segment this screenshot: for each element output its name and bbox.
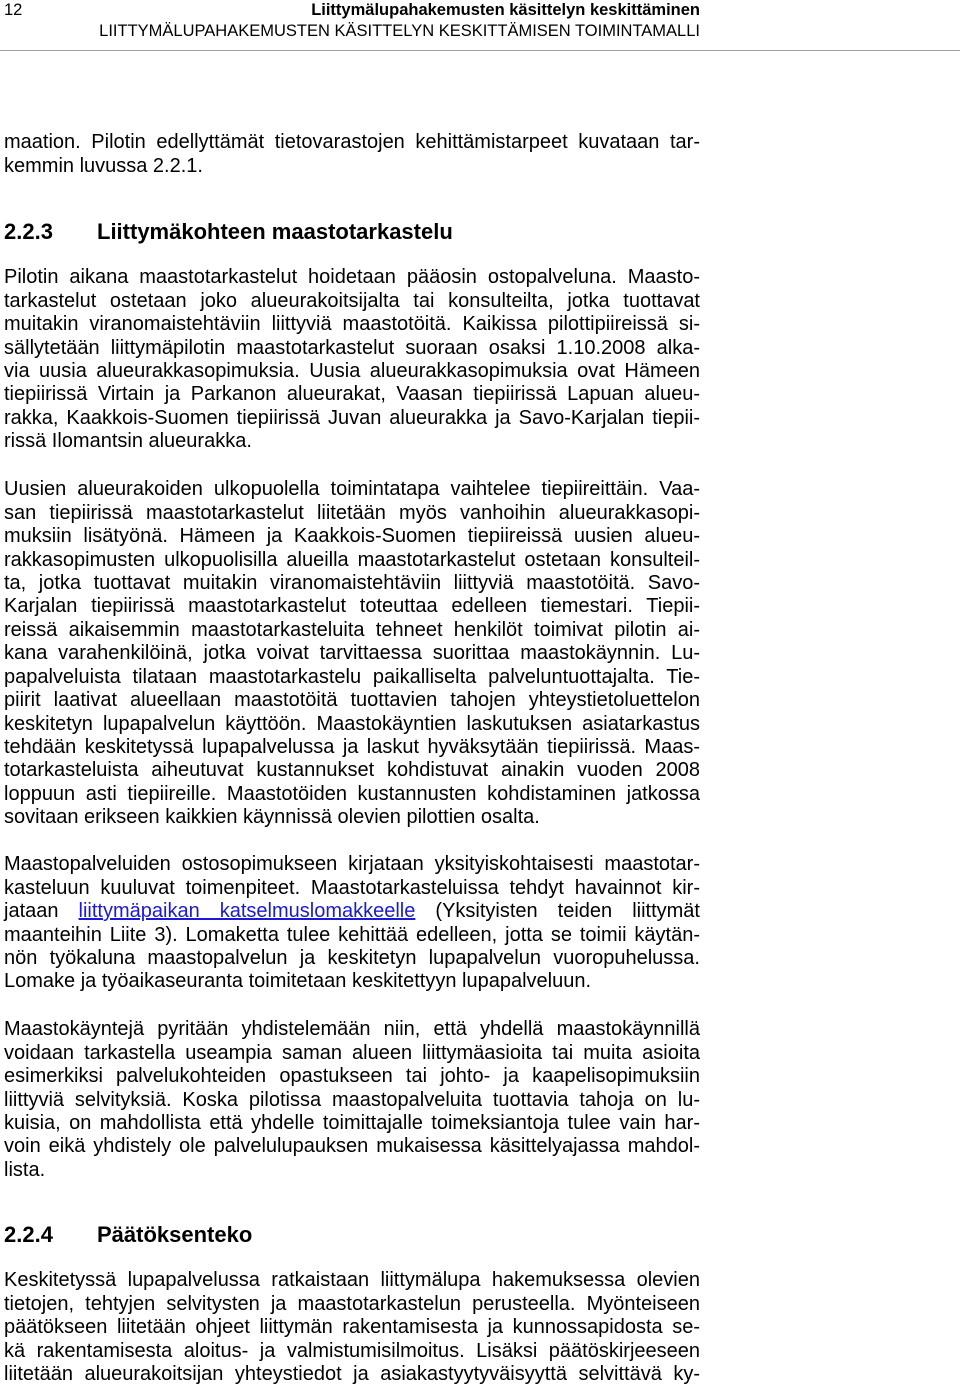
header-title: Liittymälupahakemusten käsittelyn keskittäminen (311, 1, 700, 19)
paragraph-line: päätökseen liitetään ohjeet liittymän rakentamisesta ja kunnossapidosta se- (4, 1316, 700, 1339)
paragraph-line: kuisia, on mahdollista että yhdelle toimittajalle toimeksiantoja tulee vain har- (4, 1111, 700, 1134)
paragraph-line: lista. (4, 1158, 46, 1181)
paragraph-line: Maastokäyntejä pyritään yhdistelemään niin, että yhdellä maastokäynnillä (4, 1018, 700, 1041)
inspection-form-link[interactable]: liittymäpaikan katselmuslomakkeelle (78, 900, 416, 923)
paragraph-intro (4, 131, 700, 178)
paragraph-line: liitetään alueurakoitsijan yhteystiedot ja asiakastyytyväisyyttä selvittävä ky- (4, 1362, 700, 1385)
section-number: 2.2.3 (4, 219, 53, 244)
paragraph-line: maation. Pilotin edellyttämät tietovarastojen kehittämistarpeet kuvataan tar- (4, 131, 700, 154)
paragraph-line: sällytetään liittymäpilotin maastotarkastelut suoraan osaksi 1.10.2008 alka- (4, 336, 700, 359)
paragraph-line: rakkasopimusten ulkopuolisilla alueilla maastotarkastelut ostetaan konsulteil- (4, 548, 700, 571)
paragraph-line: Keskitetyssä lupapalvelussa ratkaistaan liittymälupa hakemuksessa olevien (4, 1269, 700, 1292)
paragraph (4, 266, 700, 453)
paragraph-line: esimerkiksi palvelukohteiden opastukseen tai johto- ja kaapelisopimuksiin (4, 1065, 700, 1088)
paragraph-line: keskitetyn lupapalvelun käyttöön. Maastokäyntien laskutuksen asiatarkastus (4, 712, 700, 735)
paragraph-line: papalveluista tilataan maastotarkastelu paikalliselta palveluntuottajalta. Tie- (4, 665, 700, 688)
paragraph-line: nön työkaluna maastopalvelun ja keskitetyn lupapalvelun vuoropuhelussa. (4, 946, 700, 969)
paragraph-line: tarkastelut ostetaan joko alueurakoitsijalta tai konsulteilta, jotka tuottavat (4, 289, 700, 312)
header-subtitle: LIITTYMÄLUPAHAKEMUSTEN KÄSITTELYN KESKITTÄMISEN TOIMINTAMALLI (99, 22, 700, 40)
paragraph-line: Karjalan tiepiirissä maastotarkastelut toteuttaa edelleen tiemestari. Tiepii- (4, 595, 700, 618)
paragraph (4, 853, 700, 994)
paragraph-line: Lomake ja työaikaseuranta toimitetaan keskitettyyn lupapalveluun. (4, 970, 592, 993)
paragraph-line: Maastopalveluiden ostosopimukseen kirjataan yksityiskohtaisesti maastotar- (4, 853, 700, 876)
section-title: Päätöksenteko (97, 1222, 253, 1247)
paragraph-line: tiepiirissä Virtain ja Parkanon alueurakat, Vaasan tiepiirissä Lapuan alueu- (4, 383, 700, 406)
section-heading (4, 1222, 700, 1248)
header-rule (0, 50, 960, 51)
paragraph-line: liittyviä selvityksiä. Koska pilotissa maastopalveluita tuottavia tahoja on lu- (4, 1088, 700, 1111)
paragraph-line: loppuun asti tiepiireille. Maastotöiden kustannusten kohdistaminen jatkossa (4, 782, 700, 805)
paragraph-line: sovitaan erikseen kaikkien käynnissä olevien pilottien osalta. (4, 806, 540, 829)
page-number: 12 (4, 1, 23, 19)
paragraph-line (4, 900, 700, 923)
paragraph (4, 478, 700, 829)
paragraph-line: ta, jotka tuottavat muitakin viranomaistehtäviin liittyviä maastotöitä. Savo- (4, 571, 700, 594)
paragraph-line: kemmin luvussa 2.2.1. (4, 154, 203, 177)
paragraph-line: tietojen, tehtyjen selvitysten ja maastotarkastelun perusteella. Myönteiseen (4, 1292, 700, 1315)
text-segment: (Yksityisten teiden liittymät (415, 900, 700, 923)
paragraph-line: kana varahenkilöinä, jotka voivat tarvittaessa suorittaa maastokäynnin. Lu- (4, 642, 700, 665)
paragraph-line: san tiepiirissä maastotarkastelut liitetään myös vanhoihin alueurakkasopi- (4, 501, 700, 524)
paragraph-line: voidaan tarkastella useampia saman alueen liittymäasioita tai muita asioita (4, 1041, 700, 1064)
paragraph-line: kasteluun kuuluvat toimenpiteet. Maastotarkasteluissa tehdyt havainnot kir- (4, 876, 700, 899)
paragraph-line: reissä aikaisemmin maastotarkasteluita tehneet henkilöt toimivat pilotin ai- (4, 618, 700, 641)
paragraph (4, 1018, 700, 1182)
paragraph-line: totarkasteluista aiheutuvat kustannukset kohdistuvat ainakin vuoden 2008 (4, 759, 700, 782)
paragraph-line: voin eikä yhdistely ole palvelulupauksen mukaisessa käsittelyajassa mahdol- (4, 1135, 700, 1158)
section-title: Liittymäkohteen maastotarkastelu (97, 219, 453, 244)
paragraph-line: via uusia alueurakkasopimuksia. Uusia alueurakkasopimuksia ovat Hämeen (4, 359, 700, 382)
paragraph-line: tehdään keskitetyssä lupapalvelussa ja laskut hyväksytään tiepiirissä. Maas- (4, 735, 700, 758)
paragraph-line: maanteihin Liite 3). Lomaketta tulee kehittää edelleen, jotta se toimii käytän- (4, 923, 700, 946)
paragraph-line: Uusien alueurakoiden ulkopuolella toimintatapa vaihtelee tiepiireittäin. Vaa- (4, 478, 700, 501)
section-heading (4, 219, 700, 245)
paragraph-line: muksiin lisätyönä. Hämeen ja Kaakkois-Suomen tiepiireissä uusien alueu- (4, 525, 700, 548)
paragraph-line: rissä Ilomantsin alueurakka. (4, 430, 252, 453)
paragraph-line: muitakin viranomaistehtäviin liittyviä maastotöitä. Kaikissa pilottipiireissä si- (4, 313, 700, 336)
text-segment: jataan (4, 900, 79, 923)
paragraph-line: kä rakentamisesta aloitus- ja valmistumisilmoitus. Lisäksi päätöskirjeeseen (4, 1339, 700, 1362)
paragraph-line: Pilotin aikana maastotarkastelut hoidetaan pääosin ostopalveluna. Maasto- (4, 266, 700, 289)
paragraph-line: piirit laativat alueellaan maastotöitä tuottavien tahojen yhteystietoluettelon (4, 689, 700, 712)
paragraph-line: rakka, Kaakkois-Suomen tiepiirissä Juvan alueurakka ja Savo-Karjalan tiepii- (4, 406, 700, 429)
paragraph (4, 1269, 700, 1386)
section-number: 2.2.4 (4, 1222, 53, 1247)
